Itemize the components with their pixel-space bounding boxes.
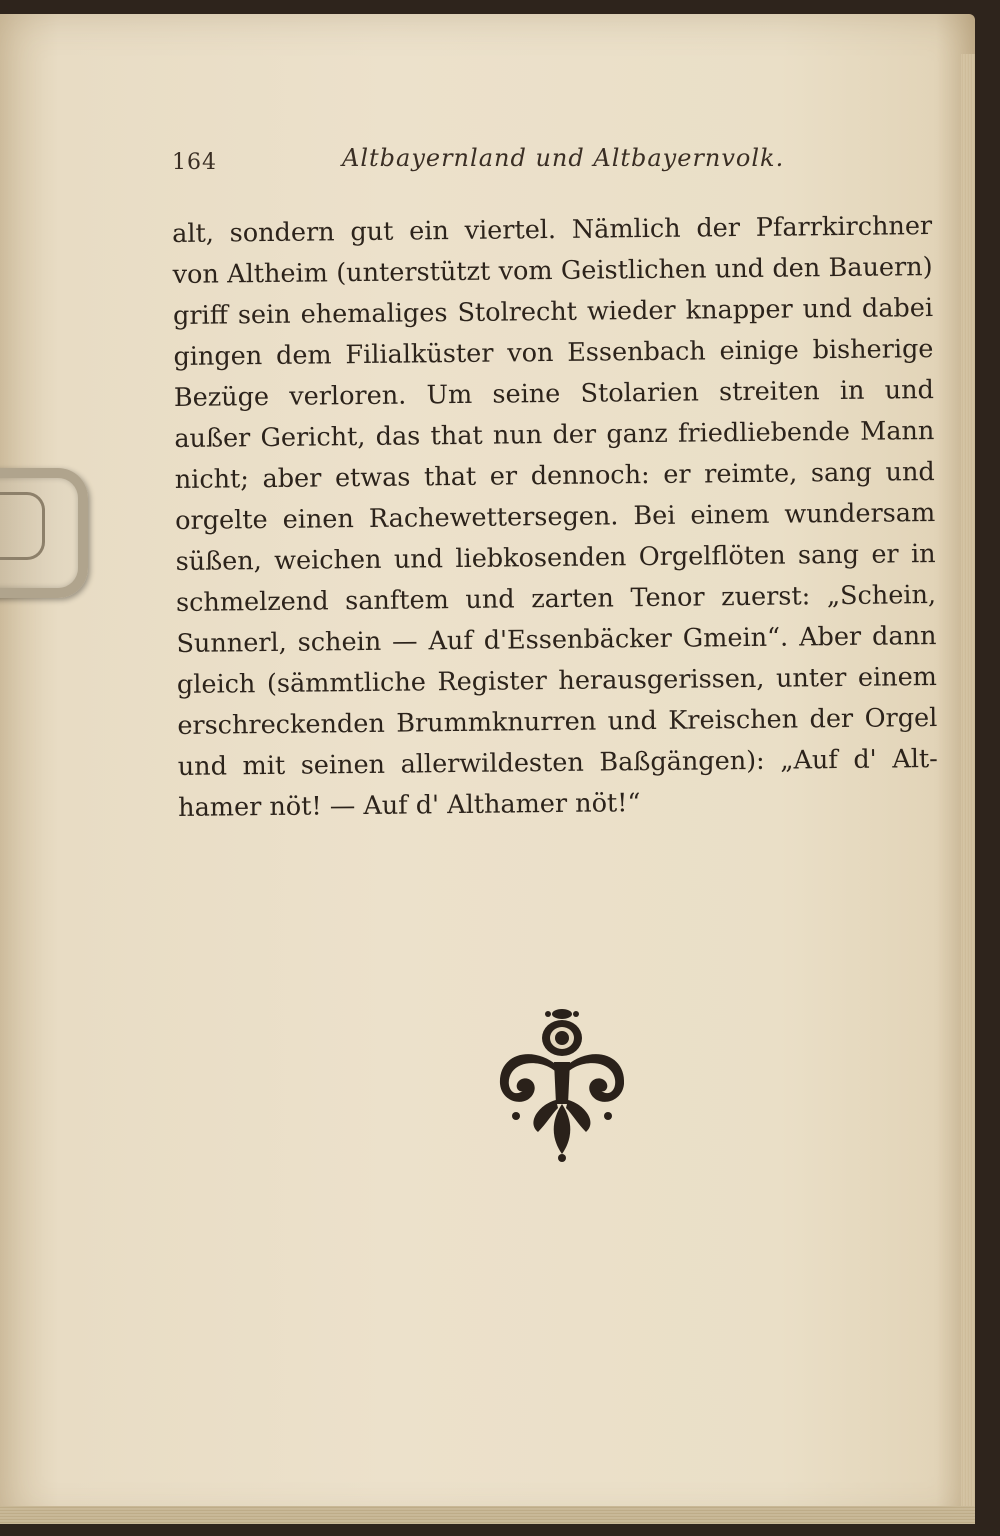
text-line: erschreckenden Brummknurren und Kreischen der Orgel [177, 703, 938, 741]
body-text [172, 206, 938, 829]
text-line: süßen, weichen und liebkosenden Orgelflöten sang er in [175, 539, 936, 577]
bookmark-clip [0, 468, 88, 598]
fleuron-ornament-icon [492, 1004, 632, 1164]
text-line: nicht; aber etwas that er dennoch: er reimte, sang und [174, 457, 935, 495]
text-line: gingen dem Filialküster von Essenbach einige bisherige [173, 334, 934, 372]
text-line: und mit seinen allerwildesten Baßgängen): „Auf d' Alt- [177, 744, 938, 782]
text-line: gleich (sämmtliche Register herausgerissen, unter einem [176, 662, 938, 700]
text-line: griff sein ehemaliges Stolrecht wieder knapper und dabei [172, 293, 934, 331]
running-title: Altbayernland und Altbayernvolk. [342, 144, 785, 172]
page-bottom-edge [0, 1506, 975, 1524]
book-page [0, 14, 975, 1524]
text-line: von Altheim (unterstützt vom Geistlichen und den Bauern) [172, 252, 933, 290]
page-edge [961, 54, 975, 1514]
page-number: 164 [172, 150, 217, 175]
text-line: hamer nöt! — Auf d' Althamer nöt!“ [178, 788, 641, 823]
text-line: alt, sondern gut ein viertel. Nämlich der Pfarrkirchner [172, 211, 933, 249]
text-line: schmelzend sanftem und zarten Tenor zuerst: „Schein, [175, 580, 937, 618]
page-header [172, 144, 942, 178]
text-line: orgelte einen Rachewettersegen. Bei einem wundersam [175, 498, 936, 536]
text-line: Bezüge verloren. Um seine Stolarien streiten in und [173, 375, 935, 413]
text-line: Sunnerl, schein — Auf d'Essenbäcker Gmein“. Aber dann [176, 621, 937, 659]
text-line: außer Gericht, das that nun der ganz friedliebende Mann [174, 416, 935, 454]
